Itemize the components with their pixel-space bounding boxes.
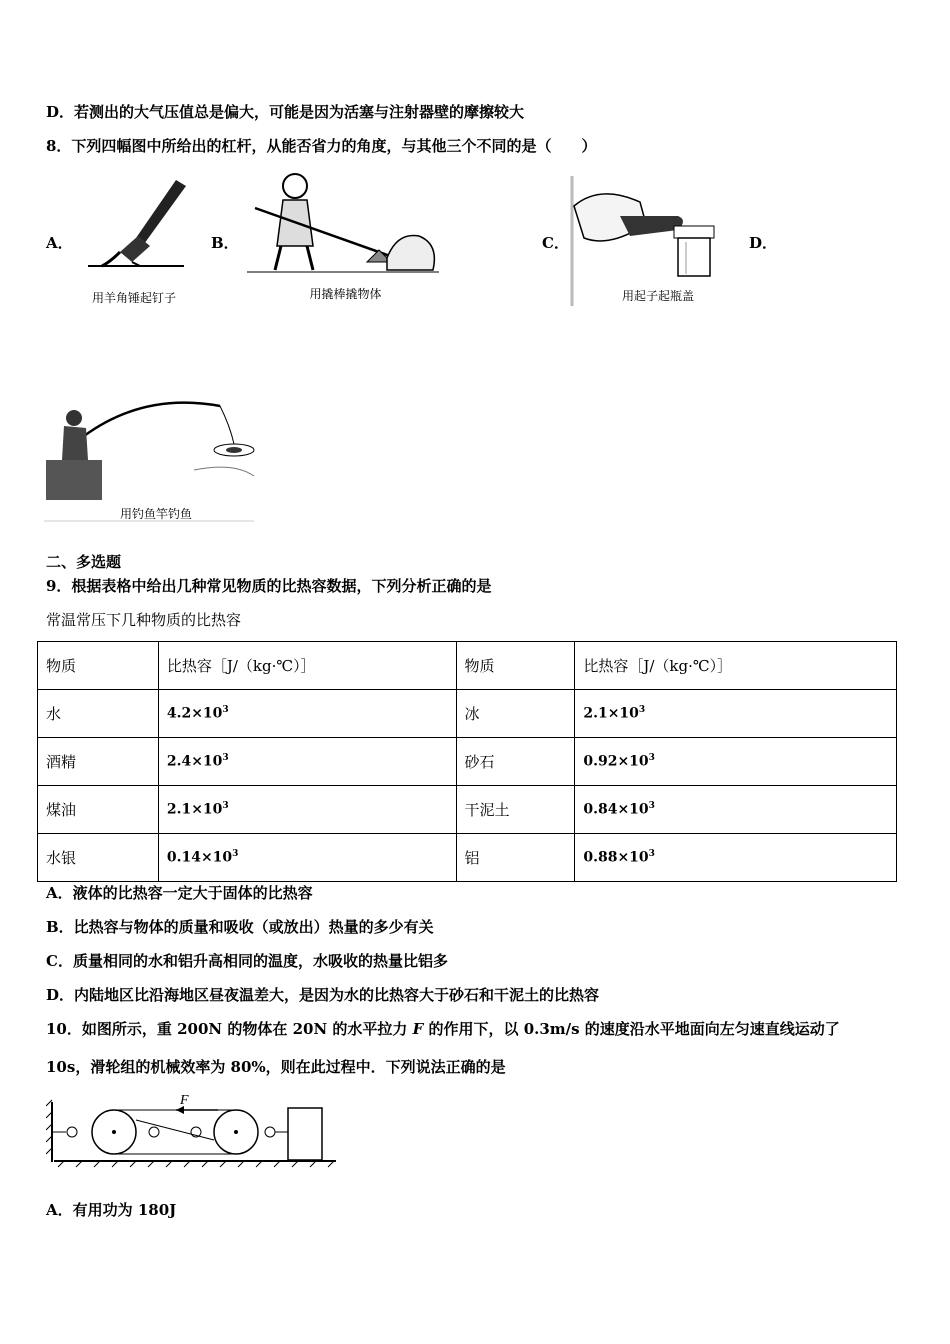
substance-cell: 水 [38,690,159,738]
q8-label-d: D． [749,234,778,252]
value-cell: $2.1\times 10^3$ [158,786,456,834]
q8-stem: 8．下列四幅图中所给出的杠杆，从能否省力的角度，与其他三个不同的是（ ） [46,137,597,155]
q8-caption-b: 用撬棒撬物体 [309,287,382,301]
value-cell: $0.14\times 10^3$ [158,834,456,882]
substance-cell: 水银 [38,834,159,882]
q9-option-a: A．液体的比热容一定大于固体的比热容 [46,884,313,902]
q8-label-a: A． [46,234,73,252]
q8-caption-c: 用起子起瓶盖 [621,289,694,303]
value-cell: $0.88\times 10^3$ [575,834,897,882]
q9-option-b: B．比热容与物体的质量和吸收（或放出）热量的多少有关 [46,918,434,936]
value-cell: $2.4\times 10^3$ [158,738,456,786]
table-row [38,690,897,738]
crowbar-figure [247,166,442,281]
substance-cell: 砂石 [456,738,575,786]
header-substance-1: 物质 [38,642,159,690]
header-heat-capacity-2: 比热容［J/（kg·℃）］ [575,642,897,690]
q8-label-b: B． [211,234,239,252]
substance-cell: 干泥土 [456,786,575,834]
q9-option-c: C．质量相同的水和铝升高相同的温度，水吸收的热量比铝多 [46,952,448,970]
table-header-row [38,642,897,690]
substance-cell: 冰 [456,690,575,738]
table-row [38,738,897,786]
q9-option-d: D．内陆地区比沿海地区昼夜温差大，是因为水的比热容大于砂石和干泥土的比热容 [46,986,600,1004]
substance-cell: 酒精 [38,738,159,786]
q8-caption-d: 用钓鱼竿钓鱼 [119,507,192,521]
table-row [38,786,897,834]
q7-option-d: D．若测出的大气压值总是偏大，可能是因为活塞与注射器壁的摩擦较大 [46,103,525,121]
value-cell: $0.92\times 10^3$ [575,738,897,786]
value-cell: $4.2\times 10^3$ [158,690,456,738]
q9-stem: 9．根据表格中给出几种常见物质的比热容数据，下列分析正确的是 [46,577,492,595]
header-substance-2: 物质 [456,642,575,690]
pulley-system-figure [46,1090,341,1170]
q10-stem-line1: 10．如图所示，重 200N 的物体在 20N 的水平拉力 F 的作用下，以 0.3m/s 的速度沿水平地面向左匀速直线运动了 [46,1020,840,1038]
q10-stem-line2: 10s，滑轮组的机械效率为 80%，则在此过程中．下列说法正确的是 [46,1058,506,1076]
q9-table-title: 常温常压下几种物质的比热容 [46,611,242,629]
value-cell: $0.84\times 10^3$ [575,786,897,834]
section2-title: 二、多选题 [46,553,122,571]
q8-caption-a: 用羊角锤起钉子 [91,291,176,305]
q10-option-a: A．有用功为 180J [46,1201,177,1219]
value-cell: $2.1\times 10^3$ [575,690,897,738]
table-row [38,834,897,882]
substance-cell: 铝 [456,834,575,882]
fishing-rod-figure [44,396,256,522]
header-heat-capacity-1: 比热容［J/（kg·℃）］ [158,642,456,690]
substance-cell: 煤油 [38,786,159,834]
pulley-force-label: F [180,1093,189,1108]
claw-hammer-figure [80,172,190,272]
q8-label-c: C． [542,234,569,252]
specific-heat-table [37,641,897,882]
